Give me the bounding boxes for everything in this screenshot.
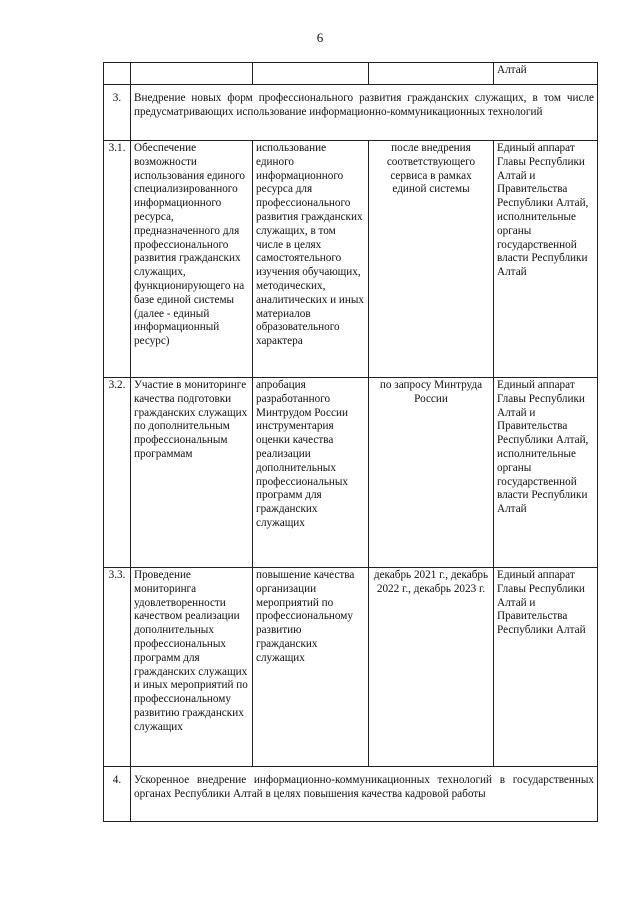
responsible-cell: Алтай	[494, 63, 598, 85]
responsible-cell: Единый аппарат Главы Республики Алтай и Правительства Республики Алтай, исполнительные органы государственной власти Республики Алтай	[494, 378, 598, 568]
deadline-cell: по запросу Минтруда России	[369, 378, 494, 568]
activity-name-cell: Участие в мониторинге качества подготовки гражданских служащих по дополнительным профессиональным программам	[131, 378, 253, 568]
expected-result-cell: повышение качества организации мероприятий по профессиональному развитию гражданских служащих	[253, 568, 369, 767]
expected-result-cell: использование единого информационного ресурса для профессионального развития гражданских служащих, в том числе в целях самостоятельного изучения обучающих, методических, аналитических и иных материалов образовательного характера	[253, 141, 369, 378]
responsible-cell: Единый аппарат Главы Республики Алтай и Правительства Республики Алтай	[494, 568, 598, 767]
section-number-cell: 4.	[104, 767, 131, 822]
row-number-cell	[104, 63, 131, 85]
table-row	[104, 141, 598, 378]
row-number-cell: 3.2.	[104, 378, 131, 568]
section-row	[104, 85, 598, 141]
section-row	[104, 767, 598, 822]
activity-name-cell: Проведение мониторинга удовлетворенности качеством реализации дополнительных профессиональных программ для гражданских служащих и иных мероприятий по профессиональному развитию гражданских служащих	[131, 568, 253, 767]
table-row	[104, 63, 598, 85]
row-number-cell: 3.1.	[104, 141, 131, 378]
section-number-cell: 3.	[104, 85, 131, 141]
row-number-cell: 3.3.	[104, 568, 131, 767]
activity-name-cell: Обеспечение возможности использования единого специализированного информационного ресурса, предназначенного для профессионального развития гражданских служащих, функционирующего на базе единой системы (далее - единый информационный ресурс)	[131, 141, 253, 378]
table-row	[104, 568, 598, 767]
deadline-cell: декабрь 2021 г., декабрь 2022 г., декабрь 2023 г.	[369, 568, 494, 767]
section-title-cell: Внедрение новых форм профессионального развития гражданских служащих, в том числе предусматривающих использование информационно-коммуникационных технологий	[131, 85, 598, 141]
responsible-cell: Единый аппарат Главы Республики Алтай и Правительства Республики Алтай, исполнительные органы государственной власти Республики Алтай	[494, 141, 598, 378]
section-title-cell: Ускоренное внедрение информационно-коммуникационных технологий в государственных органах Республики Алтай в целях повышения качества кадровой работы	[131, 767, 598, 822]
table-row	[104, 378, 598, 568]
deadline-cell: после внедрения соответствующего сервиса в рамках единой системы	[369, 141, 494, 378]
page-number: 6	[316, 30, 324, 45]
expected-result-cell	[253, 63, 369, 85]
activity-name-cell	[131, 63, 253, 85]
expected-result-cell: апробация разработанного Минтрудом России инструментария оценки качества реализации дополнительных профессиональных программ для гражданских служащих	[253, 378, 369, 568]
action-plan-table	[103, 62, 598, 822]
deadline-cell	[369, 63, 494, 85]
